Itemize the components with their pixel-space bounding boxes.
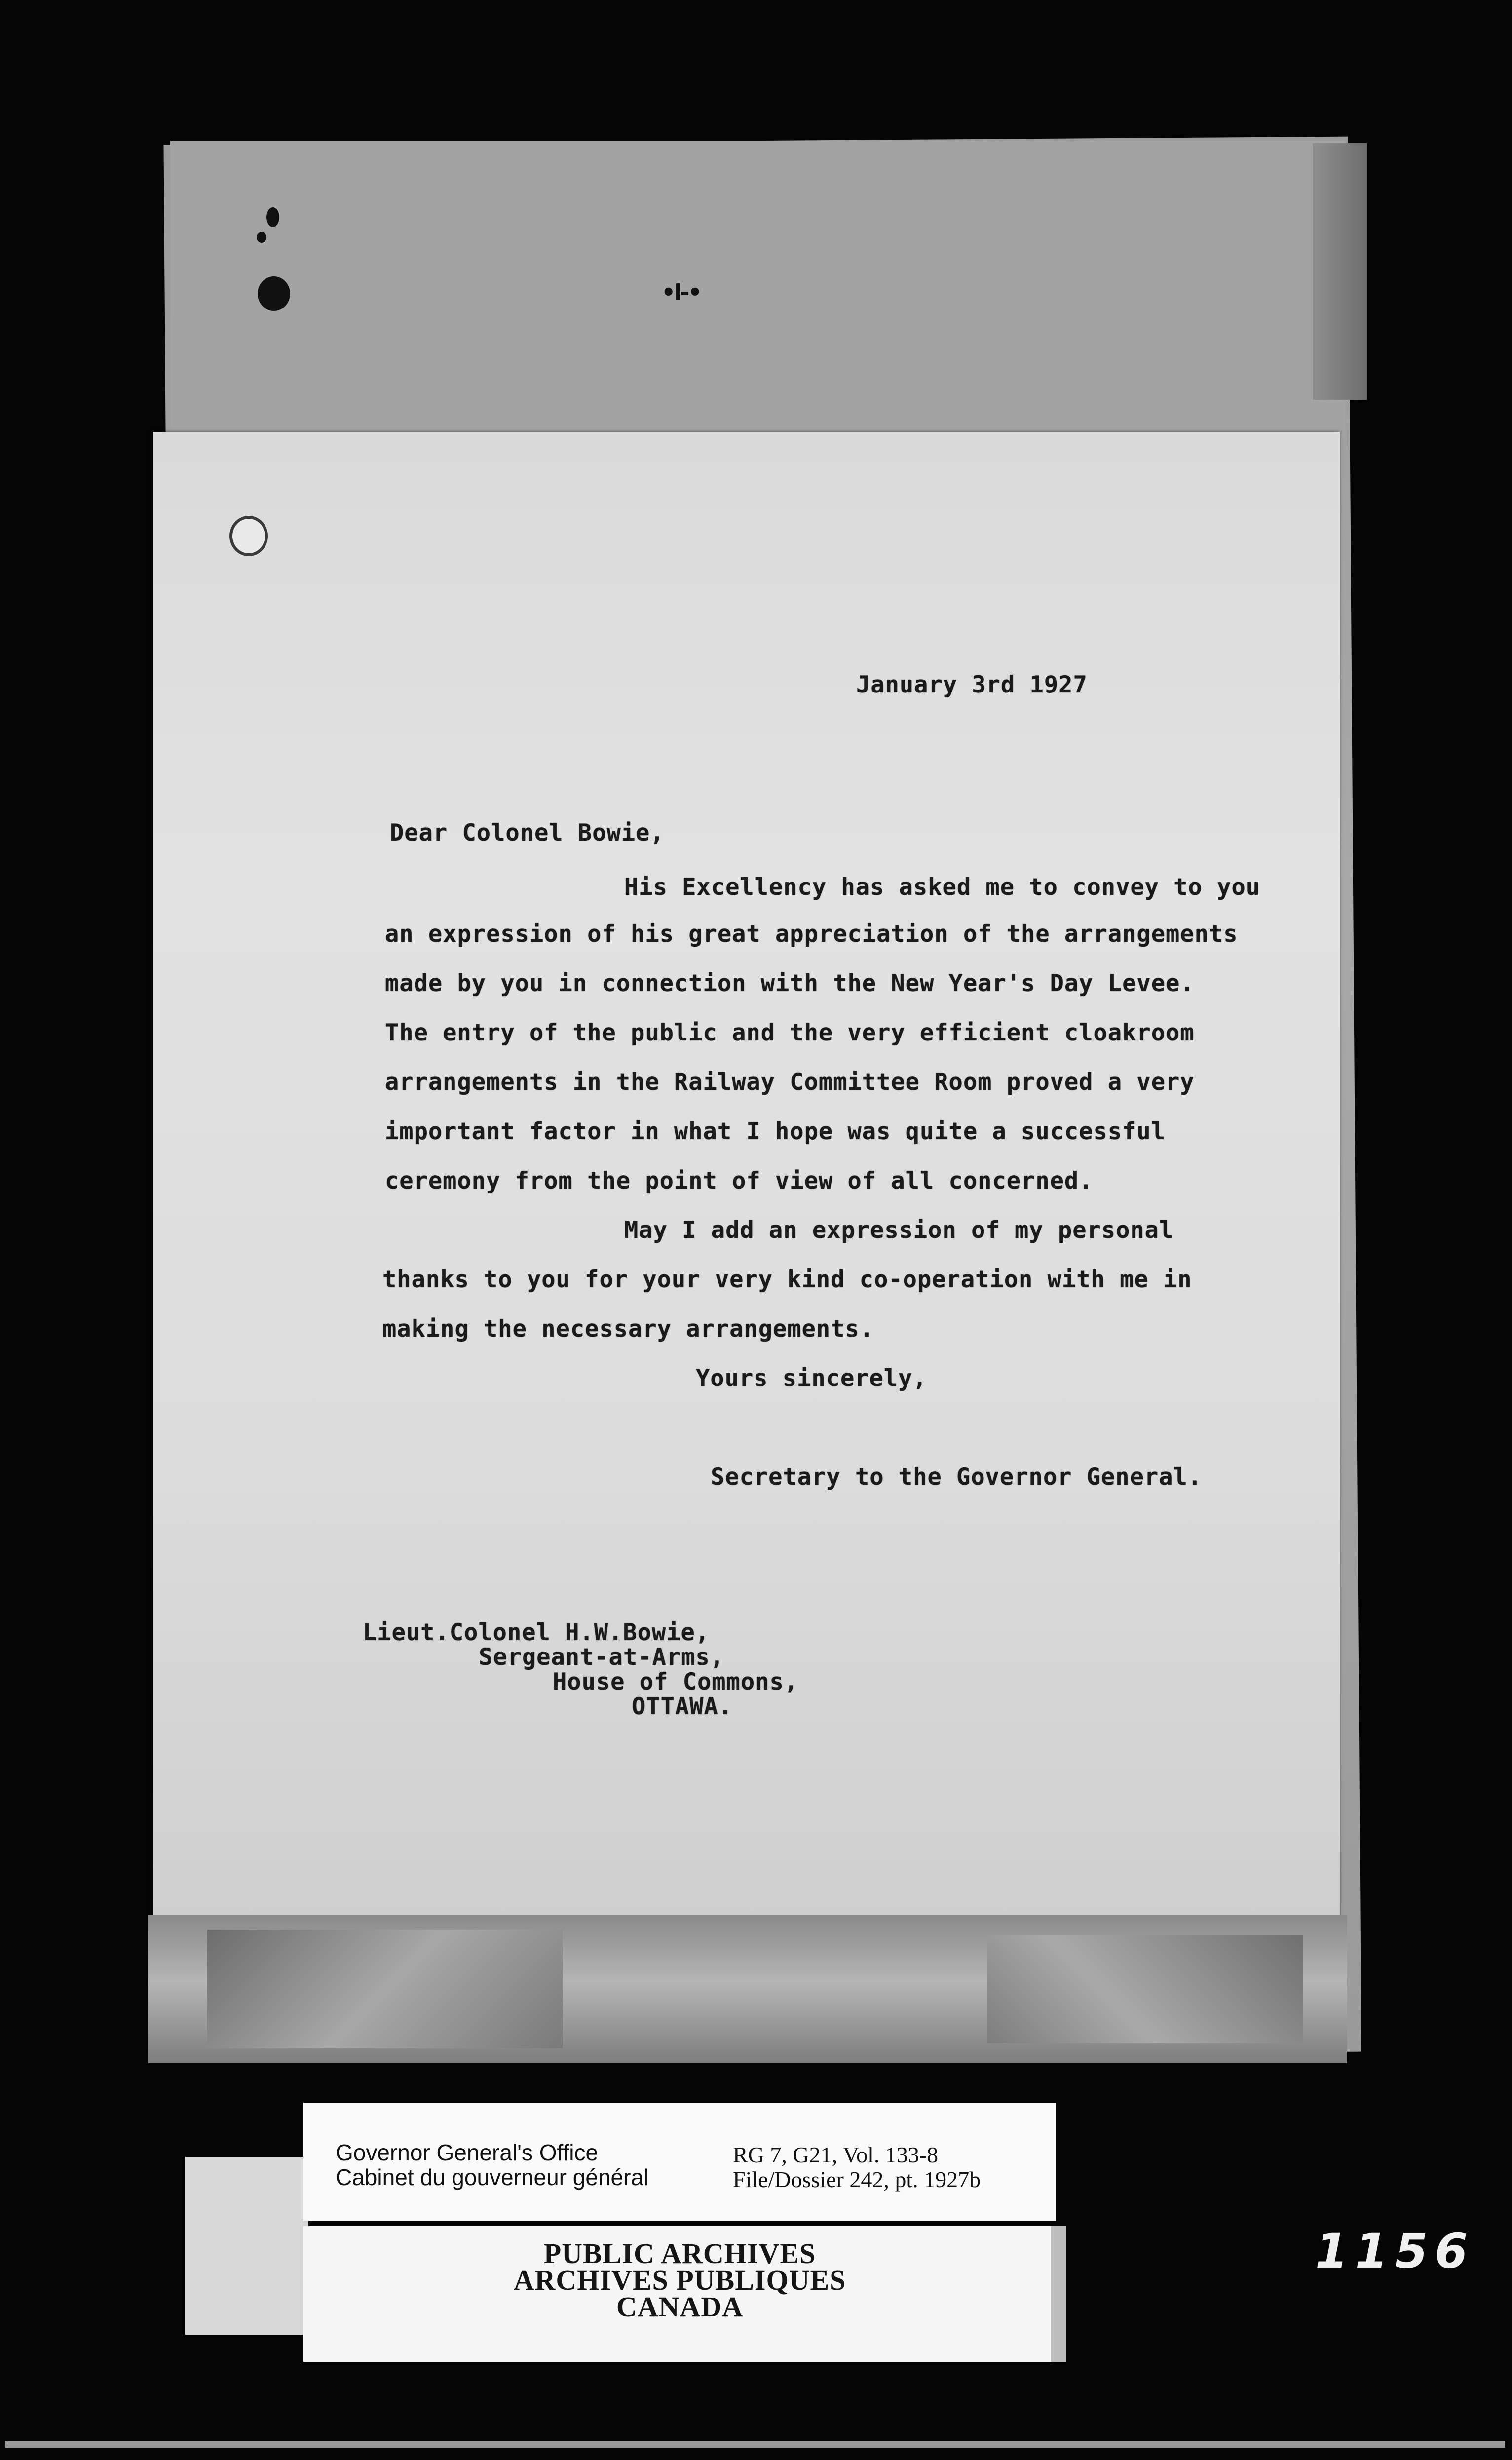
label-backing <box>185 2157 308 2335</box>
archive-reference-label <box>303 2103 1056 2221</box>
letter-salutation: Dear Colonel Bowie, <box>390 819 665 846</box>
letter-body-line: arrangements in the Railway Committee Room proved a very <box>385 1069 1195 1096</box>
letter-body-line: important factor in what I hope was quite a successful <box>385 1118 1166 1145</box>
letter-body-line: His Excellency has asked me to convey to you <box>624 874 1261 901</box>
archive-stamp-line: PUBLIC ARCHIVES <box>543 2237 816 2269</box>
office-name-fr: Cabinet du gouverneur général <box>336 2164 649 2190</box>
signature-title: Secretary to the Governor General. <box>711 1463 1203 1491</box>
letter-body-line: making the necessary arrangements. <box>382 1315 874 1343</box>
folder-edge <box>1313 143 1367 400</box>
label-edge <box>1051 2226 1066 2362</box>
letter-body-line: made by you in connection with the New Year's Day Levee. <box>385 970 1195 997</box>
letter-body-line: ceremony from the point of view of all concerned. <box>385 1167 1094 1194</box>
film-edge <box>5 2441 1505 2448</box>
punch-hole <box>258 276 290 311</box>
letter-body-line: thanks to you for your very kind co-operation with me in <box>382 1266 1192 1293</box>
punch-hole-small <box>266 207 279 227</box>
letter-body-line: May I add an expression of my personal <box>624 1217 1174 1244</box>
paper-crease <box>987 1935 1303 2043</box>
letter-date: January 3rd 1927 <box>856 671 1088 698</box>
letter-body-line: an expression of his great appreciation of the arrangements <box>385 921 1238 948</box>
office-name-en: Governor General's Office <box>336 2140 599 2165</box>
paper-crease <box>207 1930 563 2048</box>
recipient-address-line: Sergeant-at-Arms, <box>479 1644 725 1671</box>
folder-mark: •I-• <box>661 279 701 306</box>
folder-top-flap <box>170 141 1345 437</box>
letter-sheet <box>153 432 1340 1918</box>
folder-bottom-fold <box>148 1915 1347 2063</box>
archive-stamp-band <box>303 2226 1056 2362</box>
archive-stamp-line: ARCHIVES PUBLIQUES <box>513 2264 846 2296</box>
file-reference: File/Dossier 242, pt. 1927b <box>733 2167 981 2192</box>
letter-closing: Yours sincerely, <box>696 1365 927 1392</box>
frame-number: 1156 <box>1315 2224 1475 2279</box>
recipient-address-line: House of Commons, <box>553 1668 799 1695</box>
archive-stamp-line: CANADA <box>616 2291 744 2323</box>
letter-body-line: The entry of the public and the very efficient cloakroom <box>385 1019 1195 1046</box>
punch-hole <box>229 516 268 556</box>
record-group-reference: RG 7, G21, Vol. 133-8 <box>733 2142 939 2167</box>
recipient-address-line: Lieut.Colonel H.W.Bowie, <box>363 1619 710 1646</box>
recipient-address-line: OTTAWA. <box>632 1693 733 1720</box>
punch-hole-small <box>257 232 266 243</box>
